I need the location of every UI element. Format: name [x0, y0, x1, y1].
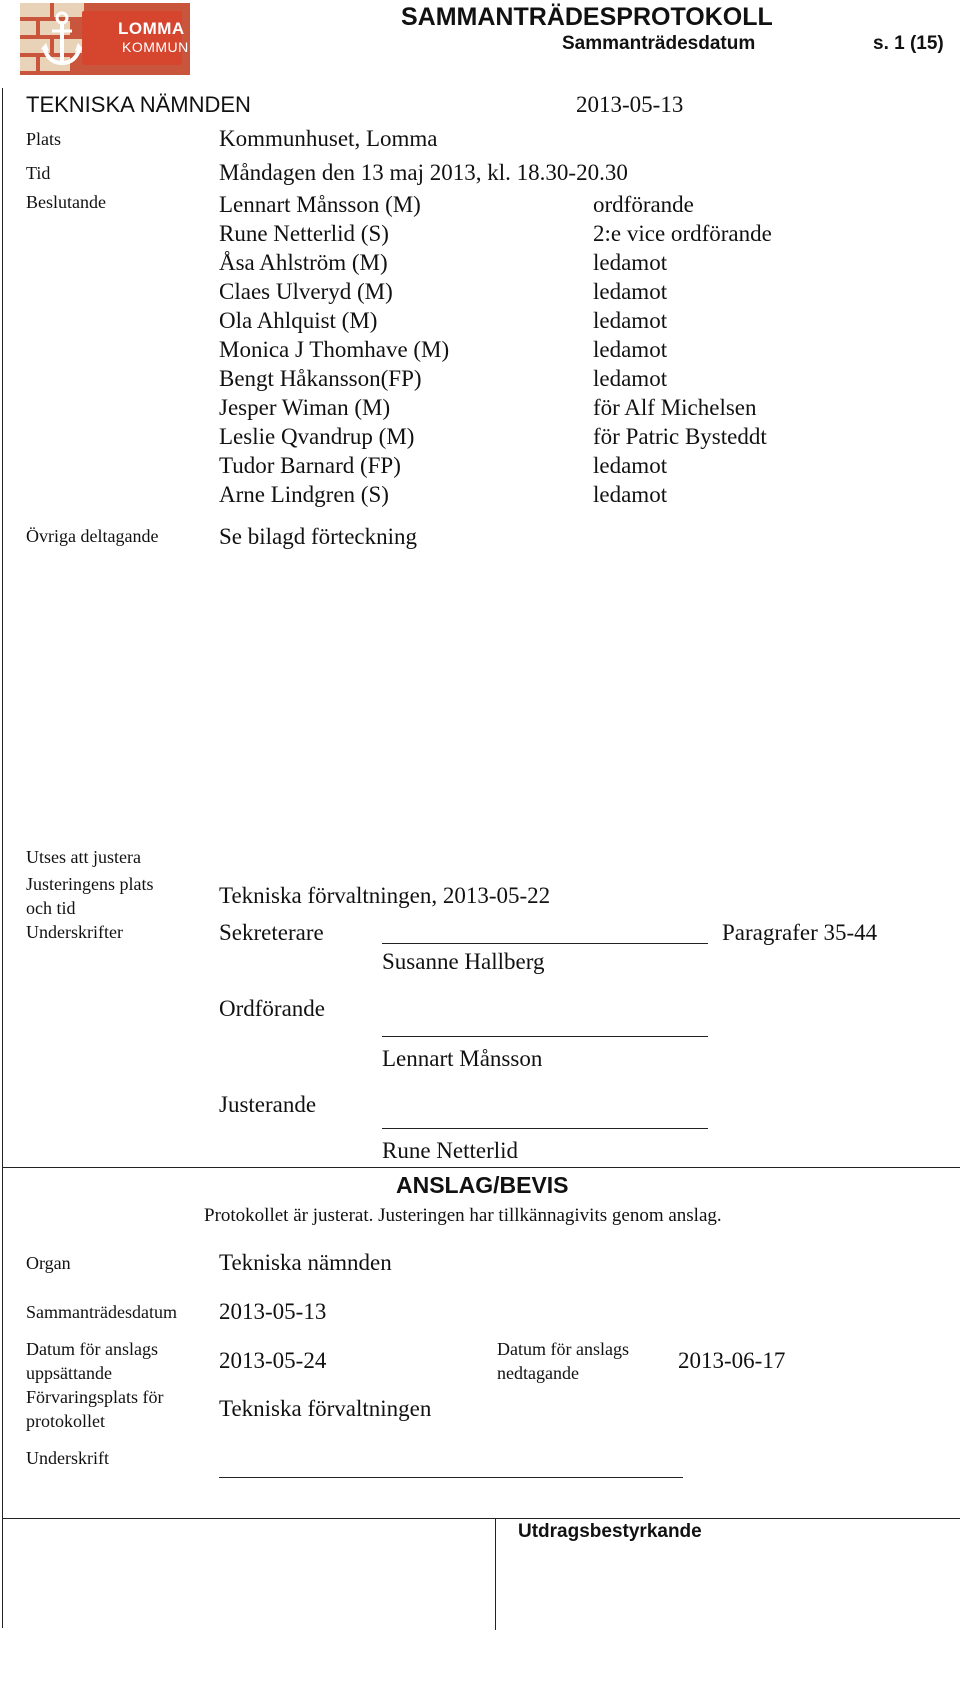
- storage-value: Tekniska förvaltningen: [219, 1396, 432, 1421]
- posted-date-label-line2: uppsättande: [26, 1363, 112, 1383]
- paragraphs: Paragrafer 35-44: [722, 920, 878, 945]
- place-value: Kommunhuset, Lomma: [219, 126, 438, 151]
- decider-name: Lennart Månsson (M): [219, 192, 421, 217]
- time-label: Tid: [26, 163, 51, 183]
- time-value: Måndagen den 13 maj 2013, kl. 18.30-20.30: [219, 160, 628, 185]
- decider-name: Jesper Wiman (M): [219, 395, 391, 420]
- decider-role: ledamot: [593, 453, 668, 478]
- notice-title: ANSLAG/BEVIS: [396, 1172, 569, 1198]
- decider-name: Leslie Qvandrup (M): [219, 424, 415, 449]
- chair-name: Lennart Månsson: [382, 1046, 543, 1071]
- decider-role: ledamot: [593, 482, 668, 507]
- notice-meeting-date: 2013-05-13: [219, 1299, 327, 1324]
- lomma-kommun-logo: [20, 3, 190, 75]
- decider-role: ledamot: [593, 279, 668, 304]
- adjuster-signature-line: [382, 1128, 708, 1129]
- adjuster-name: Rune Netterlid: [382, 1138, 519, 1163]
- decider-role: 2:e vice ordförande: [593, 221, 772, 246]
- decider-role: ledamot: [593, 337, 668, 362]
- decider-role: ledamot: [593, 250, 668, 275]
- decider-role: ledamot: [593, 308, 668, 333]
- decider-role: ledamot: [593, 366, 668, 391]
- decider-name: Claes Ulveryd (M): [219, 279, 393, 304]
- others-value: Se bilagd förteckning: [219, 524, 418, 549]
- chair-label: Ordförande: [219, 996, 326, 1021]
- adjust-place-label-line2: och tid: [26, 898, 76, 918]
- decider-role: ordförande: [593, 192, 694, 217]
- deciders-label: Beslutande: [26, 192, 106, 212]
- decider-name: Bengt Håkansson(FP): [219, 366, 422, 391]
- decider-name: Tudor Barnard (FP): [219, 453, 401, 478]
- decider-role: för Patric Bysteddt: [593, 424, 767, 449]
- decider-role: för Alf Michelsen: [593, 395, 757, 420]
- removed-date-label-line2: nedtagande: [497, 1363, 579, 1383]
- removed-date: 2013-06-17: [678, 1348, 786, 1373]
- decider-name: Monica J Thomhave (M): [219, 337, 450, 362]
- storage-label-line2: protokollet: [26, 1411, 105, 1431]
- adjust-place-label-line1: Justeringens plats: [26, 874, 154, 894]
- posted-date-label-line1: Datum för anslags: [26, 1339, 158, 1359]
- adjuster-label: Justerande: [219, 1092, 317, 1117]
- chair-signature-line: [382, 1036, 708, 1037]
- header-date-label: Sammanträdesdatum: [562, 33, 756, 54]
- secretary-signature-line: [382, 943, 708, 944]
- left-border: [2, 88, 3, 1628]
- notice-meeting-date-label: Sammanträdesdatum: [26, 1302, 177, 1322]
- organ-value: Tekniska nämnden: [219, 1250, 392, 1275]
- decider-name: Ola Ahlquist (M): [219, 308, 378, 333]
- document-title: SAMMANTRÄDESPROTOKOLL: [401, 3, 773, 31]
- secretary-label: Sekreterare: [219, 920, 324, 945]
- place-label: Plats: [26, 129, 62, 149]
- signature-label: Underskrift: [26, 1448, 109, 1468]
- footer-column-divider: [495, 1518, 496, 1630]
- committee-name: TEKNISKA NÄMNDEN: [26, 92, 251, 117]
- anchor-icon: [40, 11, 84, 69]
- notice-divider: [2, 1167, 960, 1168]
- notice-statement: Protokollet är justerat. Justeringen har tillkännagivits genom anslag.: [204, 1205, 722, 1226]
- meeting-date: 2013-05-13: [576, 92, 684, 117]
- posted-date: 2013-05-24: [219, 1348, 327, 1373]
- extract-certification-label: Utdragsbestyrkande: [518, 1521, 702, 1542]
- organ-label: Organ: [26, 1253, 71, 1273]
- removed-date-label-line1: Datum för anslags: [497, 1339, 629, 1359]
- adjust-place-value: Tekniska förvaltningen, 2013-05-22: [219, 883, 551, 908]
- decider-name: Rune Netterlid (S): [219, 221, 389, 246]
- notice-signature-line: [219, 1477, 683, 1478]
- logo-subtext: KOMMUN: [122, 39, 189, 55]
- appointed-adjuster-label: Utses att justera: [26, 847, 141, 867]
- footer-divider: [2, 1518, 960, 1519]
- decider-name: Åsa Ahlström (M): [219, 250, 388, 275]
- others-label: Övriga deltagande: [26, 526, 159, 546]
- page-number: s. 1 (15): [873, 33, 944, 54]
- decider-name: Arne Lindgren (S): [219, 482, 389, 507]
- storage-label-line1: Förvaringsplats för: [26, 1387, 164, 1407]
- signatures-label: Underskrifter: [26, 922, 123, 942]
- secretary-name: Susanne Hallberg: [382, 949, 545, 974]
- logo-text: LOMMA: [118, 19, 185, 38]
